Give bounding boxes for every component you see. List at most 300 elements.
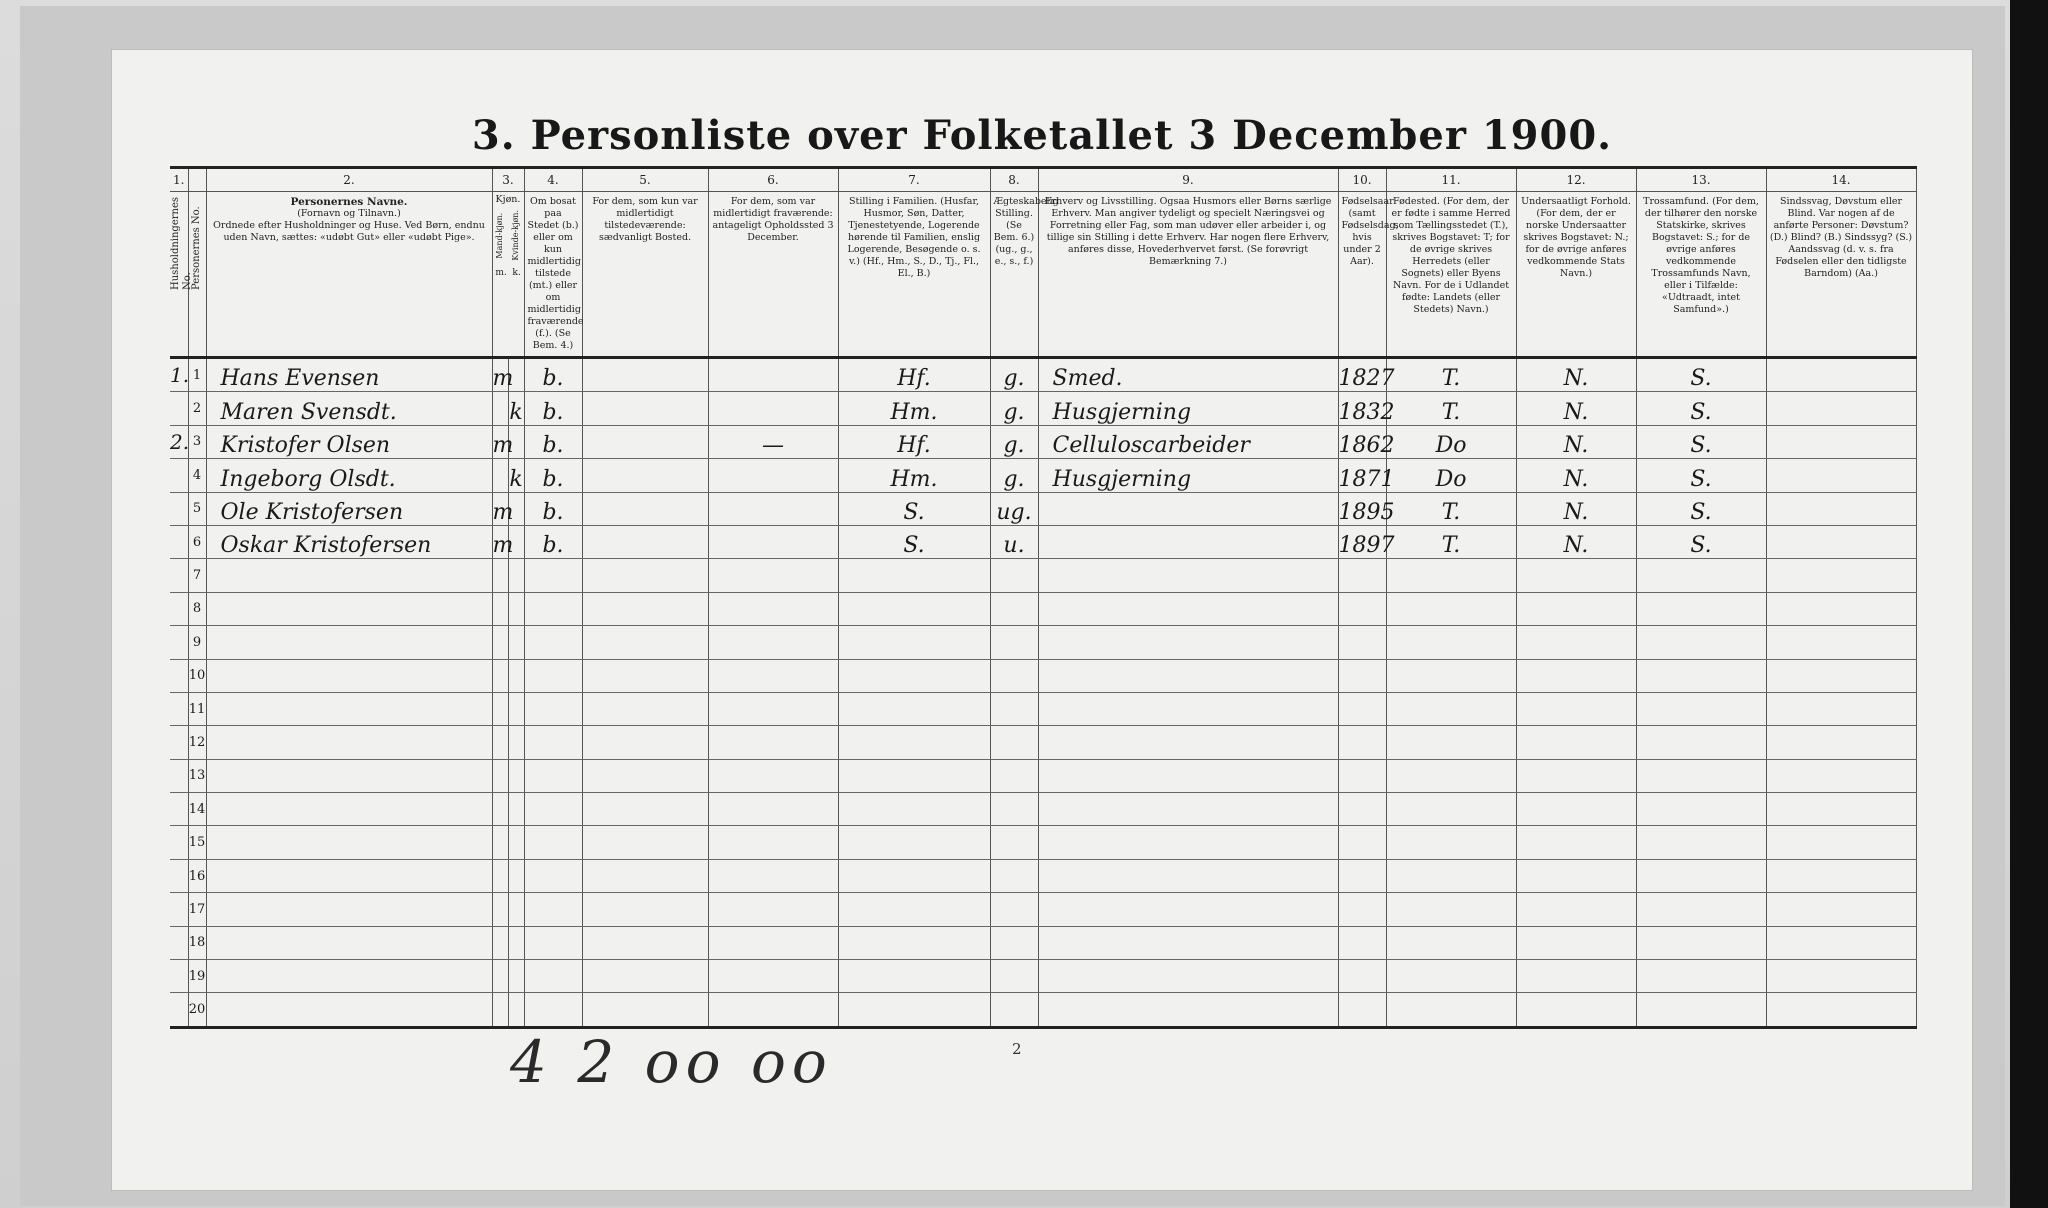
religion-cell (1636, 993, 1766, 1027)
person-number-cell: 1 (188, 358, 206, 392)
residence-cell: b. (524, 492, 582, 525)
disability-cell (1766, 793, 1916, 826)
citizenship-cell (1516, 960, 1636, 993)
usual-residence-cell (582, 592, 708, 625)
usual-residence-cell (582, 459, 708, 492)
marital-status-cell (990, 893, 1038, 926)
header-usual-residence: For dem, som kun var midlertidigt tilstedeværende: sædvanligt Bosted. (582, 192, 708, 358)
occupation-cell: Husgjerning (1038, 392, 1338, 425)
household-number-cell (170, 559, 188, 592)
residence-cell (524, 759, 582, 792)
temporary-location-cell (708, 525, 838, 558)
residence-cell: b. (524, 425, 582, 458)
usual-residence-cell (582, 926, 708, 959)
household-number-cell (170, 659, 188, 692)
disability-cell (1766, 759, 1916, 792)
female-cell (508, 626, 524, 659)
table-row (170, 659, 1916, 692)
disability-cell (1766, 993, 1916, 1027)
colnum-14: 14. (1766, 168, 1916, 192)
scan-border (2010, 0, 2048, 1208)
header-temporary-location: For dem, som var midlertidigt fraværende: antageligt Opholdssted 3 December. (708, 192, 838, 358)
residence-cell (524, 793, 582, 826)
occupation-cell (1038, 960, 1338, 993)
occupation-cell (1038, 559, 1338, 592)
usual-residence-cell (582, 492, 708, 525)
religion-cell: S. (1636, 425, 1766, 458)
temporary-location-cell (708, 626, 838, 659)
usual-residence-cell (582, 692, 708, 725)
religion-cell (1636, 859, 1766, 892)
birthplace-cell (1386, 559, 1516, 592)
header-residence: Om bosat paa Stedet (b.) eller om kun midlertidig tilstede (mt.) eller om midlertidig fraværende (f.). (Se Bem. 4.) (524, 192, 582, 358)
residence-cell (524, 960, 582, 993)
male-cell (492, 659, 508, 692)
religion-cell (1636, 759, 1766, 792)
household-number-cell (170, 692, 188, 725)
household-number-cell (170, 392, 188, 425)
occupation-cell (1038, 926, 1338, 959)
name-cell (206, 592, 492, 625)
person-number-cell: 8 (188, 592, 206, 625)
birth-year-cell (1338, 926, 1386, 959)
female-cell (508, 893, 524, 926)
religion-cell: S. (1636, 525, 1766, 558)
citizenship-cell (1516, 926, 1636, 959)
birth-year-cell (1338, 626, 1386, 659)
male-cell (492, 826, 508, 859)
male-cell (492, 759, 508, 792)
disability-cell (1766, 392, 1916, 425)
family-position-cell (838, 960, 990, 993)
table-row (170, 926, 1916, 959)
disability-cell (1766, 893, 1916, 926)
marital-status-cell (990, 826, 1038, 859)
table-row (170, 692, 1916, 725)
female-cell (508, 692, 524, 725)
occupation-cell (1038, 759, 1338, 792)
residence-cell: b. (524, 358, 582, 392)
person-number-cell: 14 (188, 793, 206, 826)
male-cell (492, 559, 508, 592)
citizenship-cell (1516, 893, 1636, 926)
residence-cell (524, 559, 582, 592)
usual-residence-cell (582, 960, 708, 993)
temporary-location-cell (708, 960, 838, 993)
citizenship-cell: N. (1516, 425, 1636, 458)
person-number-cell: 9 (188, 626, 206, 659)
residence-cell (524, 993, 582, 1027)
family-position-cell (838, 859, 990, 892)
disability-cell (1766, 492, 1916, 525)
citizenship-cell (1516, 993, 1636, 1027)
religion-cell: S. (1636, 492, 1766, 525)
header-sex: Kjøn. Mand-kjøn. Kvinde-kjøn. m. k. (492, 192, 524, 358)
temporary-location-cell (708, 893, 838, 926)
citizenship-cell: N. (1516, 525, 1636, 558)
disability-cell (1766, 659, 1916, 692)
birthplace-cell: T. (1386, 358, 1516, 392)
name-cell: Ingeborg Olsdt. (206, 459, 492, 492)
birth-year-cell: 1895 (1338, 492, 1386, 525)
female-cell: k (508, 392, 524, 425)
table-row (170, 592, 1916, 625)
name-cell (206, 859, 492, 892)
household-number-cell (170, 793, 188, 826)
temporary-location-cell (708, 826, 838, 859)
household-number-cell (170, 492, 188, 525)
marital-status-cell (990, 960, 1038, 993)
family-position-cell (838, 592, 990, 625)
table-row (170, 492, 1916, 525)
birthplace-cell (1386, 692, 1516, 725)
name-cell: Hans Evensen (206, 358, 492, 392)
colnum-7: 7. (838, 168, 990, 192)
person-number-cell: 10 (188, 659, 206, 692)
religion-cell (1636, 926, 1766, 959)
marital-status-cell (990, 692, 1038, 725)
family-position-cell (838, 926, 990, 959)
household-number-cell (170, 459, 188, 492)
family-position-cell (838, 759, 990, 792)
female-cell (508, 993, 524, 1027)
religion-cell (1636, 659, 1766, 692)
disability-cell (1766, 826, 1916, 859)
table-row (170, 425, 1916, 458)
temporary-location-cell (708, 759, 838, 792)
table-row (170, 525, 1916, 558)
citizenship-cell: N. (1516, 392, 1636, 425)
birth-year-cell: 1871 (1338, 459, 1386, 492)
citizenship-cell (1516, 759, 1636, 792)
household-number-cell (170, 525, 188, 558)
usual-residence-cell (582, 826, 708, 859)
religion-cell (1636, 592, 1766, 625)
marital-status-cell (990, 726, 1038, 759)
usual-residence-cell (582, 559, 708, 592)
residence-cell (524, 926, 582, 959)
temporary-location-cell (708, 592, 838, 625)
person-number-cell: 12 (188, 726, 206, 759)
citizenship-cell (1516, 659, 1636, 692)
female-cell (508, 859, 524, 892)
female-cell (508, 960, 524, 993)
family-position-cell (838, 893, 990, 926)
female-cell (508, 926, 524, 959)
birthplace-cell (1386, 926, 1516, 959)
citizenship-cell (1516, 559, 1636, 592)
male-cell: m (492, 525, 508, 558)
residence-cell (524, 592, 582, 625)
residence-cell: b. (524, 392, 582, 425)
citizenship-cell (1516, 592, 1636, 625)
temporary-location-cell (708, 726, 838, 759)
name-cell: Maren Svensdt. (206, 392, 492, 425)
marital-status-cell (990, 626, 1038, 659)
header-religion: Trossamfund. (For dem, der tilhører den norske Statskirke, skrives Bogstavet: S.; for de øvrige anføres vedkommende Trossamfunds Navn, eller i Tilfælde: «Udtraadt, intet Samfund».) (1636, 192, 1766, 358)
occupation-cell: Husgjerning (1038, 459, 1338, 492)
birthplace-cell: T. (1386, 392, 1516, 425)
birthplace-cell (1386, 793, 1516, 826)
marital-status-cell (990, 659, 1038, 692)
person-number-cell: 2 (188, 392, 206, 425)
male-cell (492, 893, 508, 926)
person-number-cell: 3 (188, 425, 206, 458)
disability-cell (1766, 459, 1916, 492)
religion-cell: S. (1636, 459, 1766, 492)
disability-cell (1766, 726, 1916, 759)
birthplace-cell: T. (1386, 492, 1516, 525)
table-row (170, 793, 1916, 826)
colnum-10: 10. (1338, 168, 1386, 192)
marital-status-cell: g. (990, 425, 1038, 458)
citizenship-cell (1516, 793, 1636, 826)
usual-residence-cell (582, 392, 708, 425)
name-cell (206, 926, 492, 959)
male-cell (492, 726, 508, 759)
marital-status-cell (990, 859, 1038, 892)
male-cell (492, 626, 508, 659)
usual-residence-cell (582, 626, 708, 659)
male-cell (492, 859, 508, 892)
usual-residence-cell (582, 659, 708, 692)
person-number-cell: 7 (188, 559, 206, 592)
colnum-12: 12. (1516, 168, 1636, 192)
occupation-cell (1038, 525, 1338, 558)
census-form-page (112, 50, 1972, 1190)
family-position-cell (838, 826, 990, 859)
usual-residence-cell (582, 759, 708, 792)
birth-year-cell (1338, 559, 1386, 592)
birthplace-cell (1386, 993, 1516, 1027)
citizenship-cell (1516, 626, 1636, 659)
name-cell (206, 993, 492, 1027)
person-number-cell: 13 (188, 759, 206, 792)
male-cell (492, 592, 508, 625)
person-number-cell: 11 (188, 692, 206, 725)
birth-year-cell: 1862 (1338, 425, 1386, 458)
disability-cell (1766, 859, 1916, 892)
birth-year-cell (1338, 659, 1386, 692)
family-position-cell (838, 993, 990, 1027)
citizenship-cell (1516, 859, 1636, 892)
marital-status-cell (990, 993, 1038, 1027)
colnum-3: 3. (492, 168, 524, 192)
religion-cell (1636, 692, 1766, 725)
female-cell (508, 759, 524, 792)
usual-residence-cell (582, 993, 708, 1027)
table-row (170, 559, 1916, 592)
birth-year-cell (1338, 793, 1386, 826)
occupation-cell (1038, 692, 1338, 725)
household-number-cell (170, 859, 188, 892)
household-number-cell (170, 926, 188, 959)
name-cell (206, 626, 492, 659)
disability-cell (1766, 358, 1916, 392)
table-row (170, 960, 1916, 993)
household-number-cell (170, 993, 188, 1027)
household-number-cell: 1. (170, 358, 188, 392)
header-names: Personernes Navne. (Fornavn og Tilnavn.) Ordnede efter Husholdninger og Huse. Ved Børn, endnu uden Navn, sættes: «udøbt Gut» eller «udøbt Pige». (206, 192, 492, 358)
birth-year-cell (1338, 692, 1386, 725)
header-birthplace: Fødested. (For dem, der er fødte i samme Herred som Tællingsstedet (T.), skrives Bogstavet: T; for de øvrige skrives Herredets (eller Sognets) eller Byens Navn. For de i Udlandet fødte: Landets (eller Stedets) Navn.) (1386, 192, 1516, 358)
residence-cell (524, 626, 582, 659)
colnum-6: 6. (708, 168, 838, 192)
person-number-cell: 17 (188, 893, 206, 926)
table-row (170, 893, 1916, 926)
usual-residence-cell (582, 358, 708, 392)
usual-residence-cell (582, 525, 708, 558)
female-cell (508, 726, 524, 759)
table-row (170, 726, 1916, 759)
religion-cell (1636, 893, 1766, 926)
disability-cell (1766, 926, 1916, 959)
household-number-cell (170, 592, 188, 625)
marital-status-cell (990, 592, 1038, 625)
disability-cell (1766, 692, 1916, 725)
occupation-cell (1038, 626, 1338, 659)
birthplace-cell: Do (1386, 425, 1516, 458)
disability-cell (1766, 960, 1916, 993)
residence-cell (524, 659, 582, 692)
birth-year-cell (1338, 592, 1386, 625)
birth-year-cell (1338, 859, 1386, 892)
table-row (170, 358, 1916, 392)
family-position-cell: S. (838, 525, 990, 558)
household-number-cell (170, 893, 188, 926)
name-cell (206, 893, 492, 926)
page-number: 2 (1012, 1040, 1022, 1058)
family-position-cell: Hm. (838, 459, 990, 492)
table-row (170, 626, 1916, 659)
temporary-location-cell (708, 859, 838, 892)
person-number-cell: 18 (188, 926, 206, 959)
temporary-location-cell: — (708, 425, 838, 458)
occupation-cell (1038, 659, 1338, 692)
birthplace-cell (1386, 960, 1516, 993)
temporary-location-cell (708, 993, 838, 1027)
name-cell (206, 960, 492, 993)
page-title: 3. Personliste over Folketallet 3 December 1900. (471, 112, 1613, 159)
temporary-location-cell (708, 459, 838, 492)
household-number-cell: 2. (170, 425, 188, 458)
family-position-cell: S. (838, 492, 990, 525)
table-row (170, 826, 1916, 859)
religion-cell (1636, 626, 1766, 659)
female-cell (508, 793, 524, 826)
male-cell (492, 960, 508, 993)
temporary-location-cell (708, 692, 838, 725)
usual-residence-cell (582, 893, 708, 926)
colnum-11: 11. (1386, 168, 1516, 192)
disability-cell (1766, 626, 1916, 659)
usual-residence-cell (582, 425, 708, 458)
family-position-cell: Hm. (838, 392, 990, 425)
person-number-cell: 15 (188, 826, 206, 859)
household-number-cell (170, 960, 188, 993)
header-person-no: Personernes No. (191, 206, 202, 290)
citizenship-cell (1516, 692, 1636, 725)
header-family-position: Stilling i Familien. (Husfar, Husmor, Søn, Datter, Tjenestetyende, Logerende hørende til Familien, enslig Logerende, Besøgende o. s. v.) (Hf., Hm., S., D., Tj., Fl., El., B.) (838, 192, 990, 358)
occupation-cell (1038, 893, 1338, 926)
occupation-cell (1038, 592, 1338, 625)
birthplace-cell (1386, 659, 1516, 692)
birthplace-cell (1386, 859, 1516, 892)
header-household-no: Husholdningernes No. (170, 196, 193, 290)
religion-cell (1636, 726, 1766, 759)
male-cell (492, 392, 508, 425)
colnum-4: 4. (524, 168, 582, 192)
religion-cell (1636, 960, 1766, 993)
name-cell (206, 726, 492, 759)
marital-status-cell (990, 559, 1038, 592)
colnum-1: 1. (170, 168, 188, 192)
family-position-cell: Hf. (838, 425, 990, 458)
temporary-location-cell (708, 559, 838, 592)
male-cell: m (492, 425, 508, 458)
religion-cell: S. (1636, 392, 1766, 425)
person-number-cell: 19 (188, 960, 206, 993)
usual-residence-cell (582, 726, 708, 759)
male-cell (492, 793, 508, 826)
residence-cell: b. (524, 459, 582, 492)
header-citizenship: Undersaatligt Forhold. (For dem, der er norske Undersaatter skrives Bogstavet: N.; for de øvrige anføres vedkommende Stats Navn.) (1516, 192, 1636, 358)
religion-cell (1636, 559, 1766, 592)
colnum-2: 2. (206, 168, 492, 192)
marital-status-cell (990, 793, 1038, 826)
occupation-cell: Celluloscarbeider (1038, 425, 1338, 458)
residence-cell (524, 726, 582, 759)
religion-cell: S. (1636, 358, 1766, 392)
person-number-cell: 20 (188, 993, 206, 1027)
residence-cell (524, 826, 582, 859)
birth-year-cell (1338, 826, 1386, 859)
citizenship-cell: N. (1516, 492, 1636, 525)
birthplace-cell (1386, 826, 1516, 859)
colnum-8: 8. (990, 168, 1038, 192)
person-number-cell: 6 (188, 525, 206, 558)
family-position-cell (838, 626, 990, 659)
family-position-cell (838, 793, 990, 826)
female-cell (508, 592, 524, 625)
disability-cell (1766, 592, 1916, 625)
colnum-5: 5. (582, 168, 708, 192)
disability-cell (1766, 559, 1916, 592)
name-cell (206, 659, 492, 692)
person-number-cell: 4 (188, 459, 206, 492)
occupation-cell (1038, 793, 1338, 826)
header-row (170, 192, 1916, 358)
occupation-cell (1038, 726, 1338, 759)
name-cell (206, 759, 492, 792)
name-cell (206, 559, 492, 592)
occupation-cell: Smed. (1038, 358, 1338, 392)
column-number-row (170, 168, 1916, 192)
male-cell: m (492, 358, 508, 392)
marital-status-cell: g. (990, 459, 1038, 492)
birth-year-cell (1338, 726, 1386, 759)
birth-year-cell (1338, 993, 1386, 1027)
table-row (170, 759, 1916, 792)
header-disability: Sindssvag, Døvstum eller Blind. Var nogen af de anførte Personer: Døvstum? (D.) Blind? (B.) Sindssyg? (S.) Aandssvag (d. v. s. fra Fødselen eller den tidligste Barndom) (Aa.) (1766, 192, 1916, 358)
occupation-cell (1038, 859, 1338, 892)
family-position-cell (838, 559, 990, 592)
usual-residence-cell (582, 859, 708, 892)
residence-cell (524, 859, 582, 892)
birthplace-cell: Do (1386, 459, 1516, 492)
birth-year-cell (1338, 960, 1386, 993)
male-cell (492, 993, 508, 1027)
